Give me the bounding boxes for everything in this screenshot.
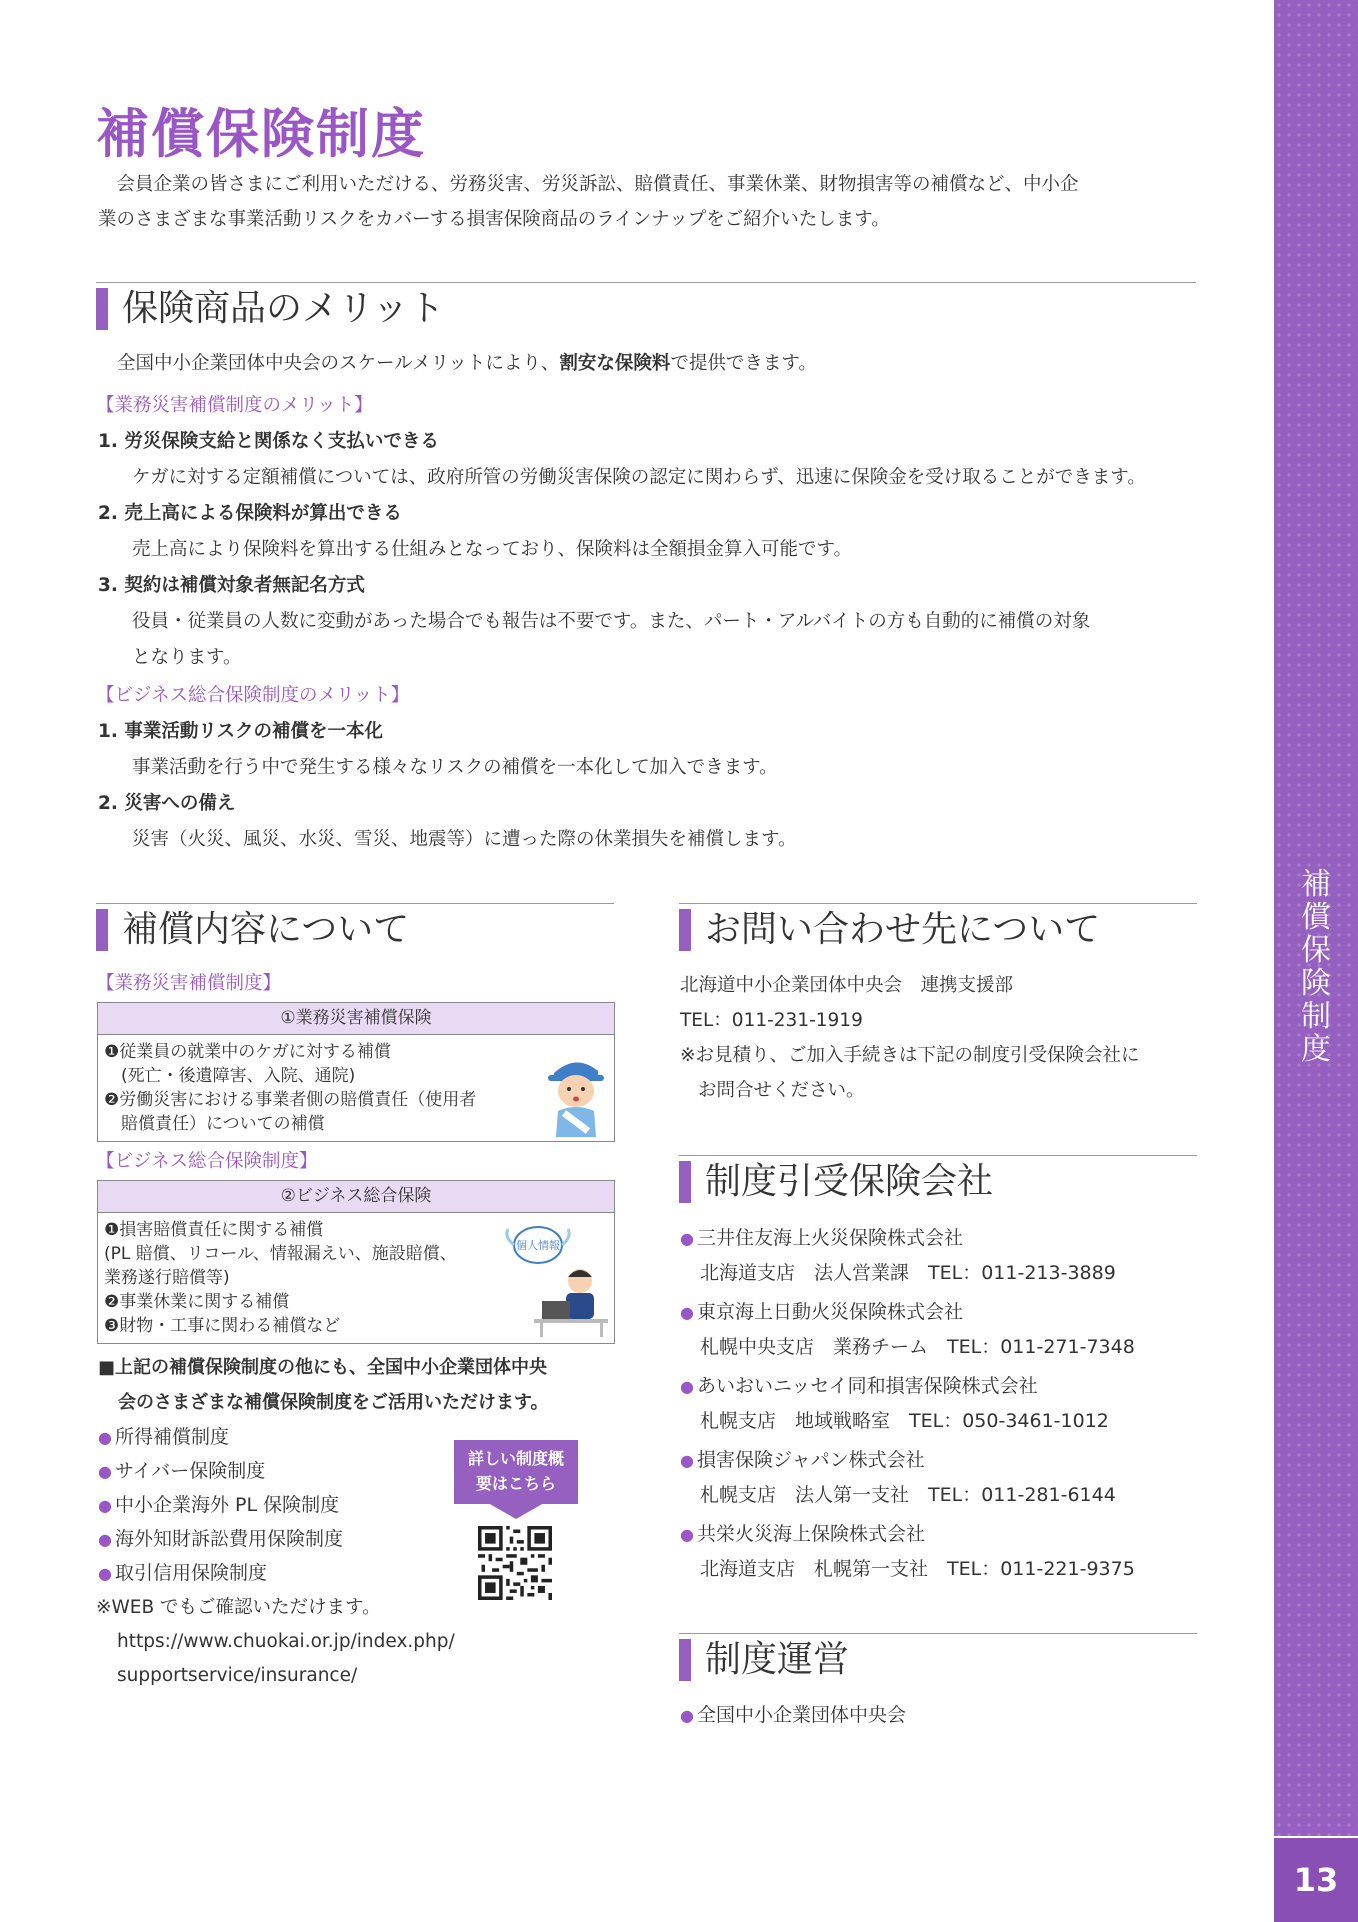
operation-section-header bbox=[679, 1633, 1197, 1693]
insurer-label: 共栄火災海上保険株式会社 bbox=[696, 1523, 925, 1545]
injured-worker-icon bbox=[544, 1039, 608, 1137]
group2-label: 【ビジネス総合保険制度のメリット】 bbox=[96, 685, 410, 706]
merit-desc: 役員・従業員の人数に変動があった場合でも報告は不要です。また、パート・アルバイトの方も自動的に補償の対象 bbox=[132, 611, 1091, 632]
insurer-name bbox=[680, 1221, 963, 1256]
bullet-dot: ● bbox=[680, 1525, 694, 1544]
bubble-text: 個人情報 bbox=[516, 1239, 560, 1252]
coverage-heading: 補償内容について bbox=[122, 909, 410, 950]
insurer-branch: 札幌中央支店 業務チーム TEL：011-271-7348 bbox=[700, 1336, 1135, 1358]
coverage-box-2 bbox=[97, 1180, 615, 1344]
box-line: (死亡・後遺障害、入院、通院) bbox=[104, 1066, 356, 1086]
contact-note: ※お見積り、ご加入手続きは下記の制度引受保険会社に bbox=[680, 1045, 1140, 1066]
url-link[interactable]: supportservice/insurance/ bbox=[117, 1665, 358, 1686]
merit-desc: 事業活動を行う中で発生する様々なリスクの補償を一本化して加入できます。 bbox=[132, 757, 778, 778]
contact-heading: お問い合わせ先について bbox=[705, 909, 1101, 950]
divider bbox=[96, 282, 1196, 283]
insurer-branch: 札幌支店 法人第一支社 TEL：011-281-6144 bbox=[700, 1484, 1116, 1506]
contact-note: お問合せください。 bbox=[698, 1080, 865, 1101]
divider bbox=[679, 1155, 1197, 1156]
heading-bar bbox=[679, 1639, 691, 1681]
coverage-section-header bbox=[96, 903, 614, 963]
box-line: ❸財物・工事に関わる補償など bbox=[104, 1316, 341, 1336]
program-item bbox=[98, 1420, 229, 1455]
page-title: 補償保険制度 bbox=[96, 104, 426, 165]
box-header: ①業務災害補償保険 bbox=[98, 1003, 614, 1035]
intro-text bbox=[98, 167, 1198, 237]
merit-title: 1. 労災保険支給と関係なく支払いできる bbox=[98, 431, 439, 452]
box-line: ❶損害賠償責任に関する補償 bbox=[104, 1220, 324, 1240]
bullet-dot: ● bbox=[680, 1303, 694, 1322]
merit-title: 3. 契約は補償対象者無記名方式 bbox=[98, 575, 365, 596]
program-item bbox=[98, 1522, 343, 1557]
bullet-dot: ● bbox=[98, 1564, 112, 1583]
web-note: ※WEB でもご確認いただけます。 bbox=[96, 1597, 381, 1618]
box-header: ②ビジネス総合保険 bbox=[98, 1181, 614, 1213]
contact-section-header bbox=[679, 903, 1197, 963]
data-leak-worker-icon bbox=[504, 1215, 610, 1339]
other-programs-note: ■上記の補償保険制度の他にも、全国中小企業団体中央 bbox=[98, 1357, 548, 1378]
insurer-branch: 北海道支店 法人営業課 TEL：011-213-3889 bbox=[700, 1262, 1116, 1284]
bullet-dot: ● bbox=[680, 1451, 694, 1470]
heading-bar bbox=[96, 909, 108, 951]
bullet-dot: ● bbox=[680, 1706, 694, 1725]
merits-heading: 保険商品のメリット bbox=[122, 288, 445, 329]
divider bbox=[96, 903, 614, 904]
heading-bar bbox=[679, 1161, 691, 1203]
program-item bbox=[98, 1488, 339, 1523]
coverage-box-1 bbox=[97, 1002, 615, 1142]
insurer-name bbox=[680, 1369, 1038, 1404]
callout-line: 要はこちら bbox=[475, 1474, 556, 1493]
box-line: ❷労働災害における事業者側の賠償責任（使用者 bbox=[104, 1090, 477, 1110]
merit-title: 1. 事業活動リスクの補償を一本化 bbox=[98, 721, 383, 742]
insurer-label: 東京海上日動火災保険株式会社 bbox=[696, 1301, 963, 1323]
contact-tel: TEL：011-231-1919 bbox=[680, 1010, 863, 1031]
insurer-label: 損害保険ジャパン株式会社 bbox=[696, 1449, 925, 1471]
box-line: ❷事業休業に関する補償 bbox=[104, 1292, 290, 1312]
other-programs-note: 会のさまざまな補償保険制度をご活用いただけます。 bbox=[118, 1392, 549, 1413]
bullet-dot: ● bbox=[680, 1229, 694, 1248]
program-label: 海外知財訴訟費用保険制度 bbox=[114, 1528, 343, 1550]
insurer-name bbox=[680, 1295, 963, 1330]
details-callout[interactable] bbox=[454, 1440, 578, 1504]
merit-title: 2. 売上高による保険料が算出できる bbox=[98, 503, 402, 524]
contact-org: 北海道中小企業団体中央会 連携支援部 bbox=[680, 975, 1014, 996]
merit-title: 2. 災害への備え bbox=[98, 793, 236, 814]
merit-desc: ケガに対する定額補償については、政府所管の労働災害保険の認定に関わらず、迅速に保険金を受け取ることができます。 bbox=[132, 467, 1146, 488]
box-line: (PL 賠償、リコール、情報漏えい、施設賠償、 bbox=[104, 1244, 457, 1264]
heading-bar bbox=[679, 909, 691, 951]
program-label: 取引信用保険制度 bbox=[114, 1562, 267, 1584]
merit-desc: 災害（火災、風災、水災、雪災、地震等）に遭った際の休業損失を補償します。 bbox=[132, 829, 797, 850]
side-title: 補償保険制度 bbox=[1301, 867, 1331, 1067]
divider bbox=[679, 903, 1197, 904]
insurers-heading: 制度引受保険会社 bbox=[705, 1161, 994, 1202]
insurer-branch: 札幌支店 地域戦略室 TEL：050-3461-1012 bbox=[700, 1410, 1109, 1432]
program-label: サイバー保険制度 bbox=[114, 1460, 266, 1482]
box-line: 業務遂行賠償等) bbox=[104, 1268, 230, 1288]
group1-label: 【業務災害補償制度のメリット】 bbox=[96, 395, 373, 416]
bullet-dot: ● bbox=[98, 1530, 112, 1549]
coverage-label-2: 【ビジネス総合保険制度】 bbox=[96, 1151, 318, 1172]
bullet-dot: ● bbox=[98, 1462, 112, 1481]
intro-line: 業のさまざまな事業活動リスクをカバーする損害保険商品のラインナップをご紹介いたします。 bbox=[98, 209, 890, 230]
bullet-dot: ● bbox=[98, 1428, 112, 1447]
bullet-dot: ● bbox=[98, 1496, 112, 1515]
insurer-name bbox=[680, 1443, 925, 1478]
callout-arrow bbox=[488, 1503, 544, 1519]
callout-line: 詳しい制度概 bbox=[467, 1449, 564, 1468]
merits-lead bbox=[117, 346, 817, 381]
page-number: 13 bbox=[1274, 1836, 1358, 1922]
insurer-branch: 北海道支店 札幌第一支社 TEL：011-221-9375 bbox=[700, 1558, 1135, 1580]
divider bbox=[679, 1633, 1197, 1634]
program-item bbox=[98, 1454, 265, 1489]
program-item bbox=[98, 1556, 267, 1591]
lead-text: 全国中小企業団体中央会のスケールメリットにより、 bbox=[117, 353, 560, 374]
operation-heading: 制度運営 bbox=[705, 1639, 850, 1680]
insurer-name bbox=[680, 1517, 925, 1552]
insurers-section-header bbox=[679, 1155, 1197, 1215]
box-line: ❶従業員の就業中のケガに対する補償 bbox=[104, 1042, 391, 1062]
operation-label: 全国中小企業団体中央会 bbox=[696, 1704, 906, 1726]
program-label: 中小企業海外 PL 保険制度 bbox=[114, 1494, 340, 1516]
bullet-dot: ● bbox=[680, 1377, 694, 1396]
merit-desc: 売上高により保険料を算出する仕組みとなっており、保険料は全額損金算入可能です。 bbox=[132, 539, 853, 560]
merits-section-header bbox=[96, 282, 1196, 342]
lead-text: で提供できます。 bbox=[670, 353, 817, 374]
coverage-label-1: 【業務災害補償制度】 bbox=[96, 973, 282, 994]
lead-bold: 割安な保険料 bbox=[559, 353, 671, 374]
insurer-label: 三井住友海上火災保険株式会社 bbox=[696, 1227, 963, 1249]
heading-bar bbox=[96, 288, 108, 330]
insurer-label: あいおいニッセイ同和損害保険株式会社 bbox=[696, 1375, 1038, 1397]
intro-line: 会員企業の皆さまにご利用いただける、労務災害、労災訴訟、賠償責任、事業休業、財物損害等の補償など、中小企 bbox=[98, 174, 1079, 195]
program-label: 所得補償制度 bbox=[114, 1426, 229, 1448]
operation-item bbox=[680, 1698, 906, 1733]
merit-desc: となります。 bbox=[132, 647, 242, 668]
url-link[interactable]: https://www.chuokai.or.jp/index.php/ bbox=[117, 1631, 455, 1652]
qr-code-icon[interactable] bbox=[478, 1526, 552, 1600]
box-line: 賠償責任）についての補償 bbox=[104, 1114, 325, 1134]
